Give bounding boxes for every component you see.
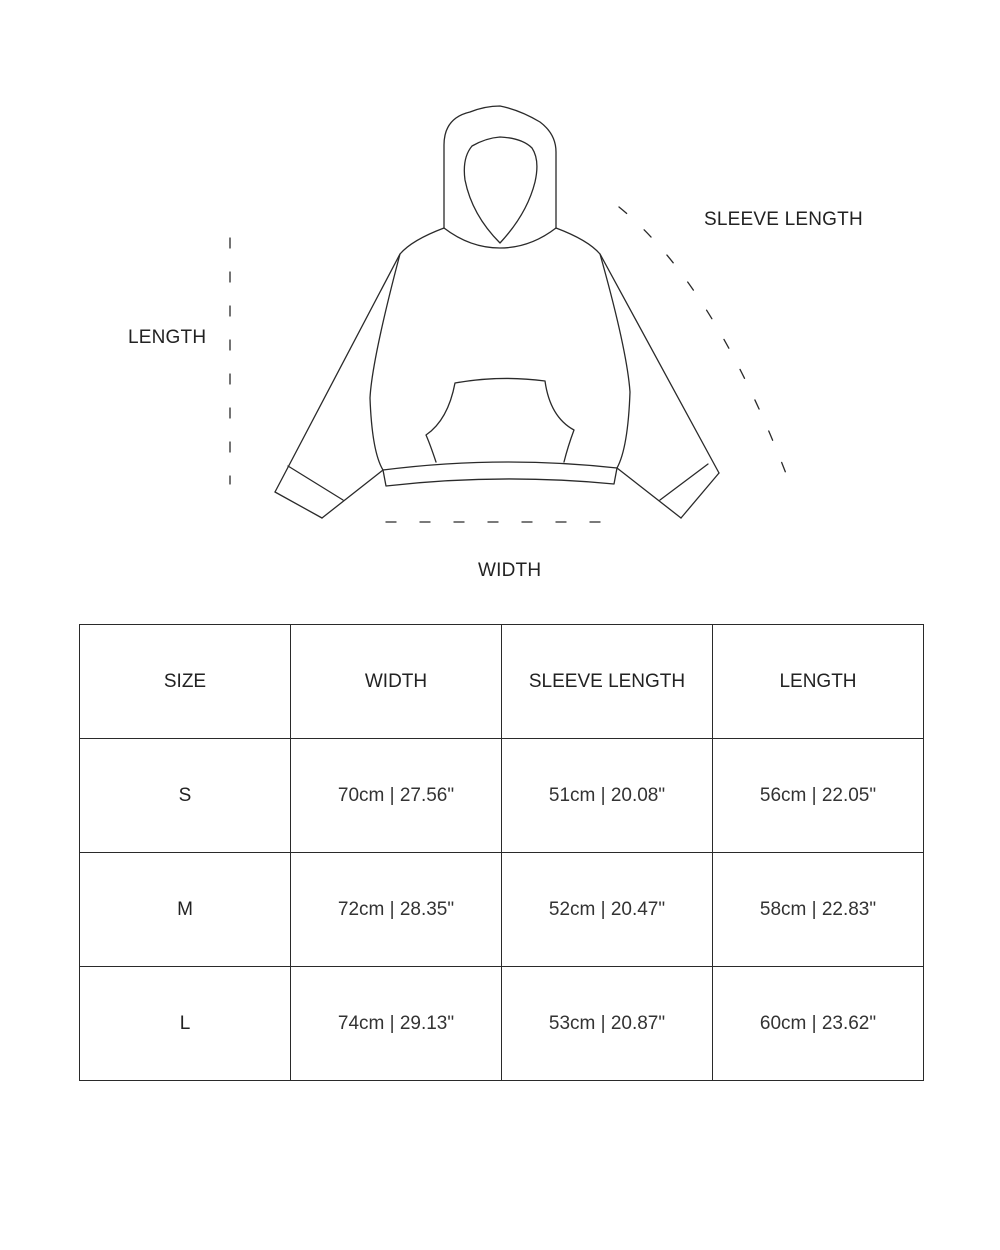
kangaroo-pocket: [426, 378, 574, 462]
table-row-l: [80, 967, 924, 1081]
size-chart-table: [79, 624, 924, 1081]
table-row-s: [80, 739, 924, 853]
left-sleeve-inner: [322, 470, 383, 518]
right-sleeve-outer: [556, 228, 719, 473]
width-cell: 72cm | 28.35": [291, 853, 502, 967]
left-body-side: [370, 254, 400, 470]
hood-outer: [444, 106, 556, 228]
length-cell: 60cm | 23.62": [713, 967, 924, 1081]
sleeve-length-label: SLEEVE LENGTH: [704, 209, 863, 230]
header-sleeve-length: SLEEVE LENGTH: [502, 625, 713, 739]
hood-opening: [464, 137, 537, 243]
header-length: LENGTH: [713, 625, 924, 739]
sleeve-measure-line: [619, 207, 790, 484]
header-size: SIZE: [80, 625, 291, 739]
right-sleeve-inner: [617, 468, 681, 518]
hoodie-outline-icon: [0, 0, 1000, 600]
sleeve-length-cell: 52cm | 20.47": [502, 853, 713, 967]
right-body-side: [600, 254, 630, 468]
sleeve-length-cell: 51cm | 20.08": [502, 739, 713, 853]
size-cell: S: [80, 739, 291, 853]
length-cell: 58cm | 22.83": [713, 853, 924, 967]
size-cell: M: [80, 853, 291, 967]
length-cell: 56cm | 22.05": [713, 739, 924, 853]
header-width: WIDTH: [291, 625, 502, 739]
table-row-m: [80, 853, 924, 967]
sleeve-length-cell: 53cm | 20.87": [502, 967, 713, 1081]
right-cuff: [660, 464, 719, 518]
table-header-row: [80, 625, 924, 739]
width-label: WIDTH: [478, 560, 542, 581]
size-cell: L: [80, 967, 291, 1081]
width-cell: 70cm | 27.56": [291, 739, 502, 853]
hem-band: [383, 462, 617, 486]
length-label: LENGTH: [128, 327, 207, 348]
size-diagram: [0, 0, 1000, 600]
width-cell: 74cm | 29.13": [291, 967, 502, 1081]
left-sleeve-outer: [275, 228, 444, 492]
neckline: [444, 228, 556, 248]
